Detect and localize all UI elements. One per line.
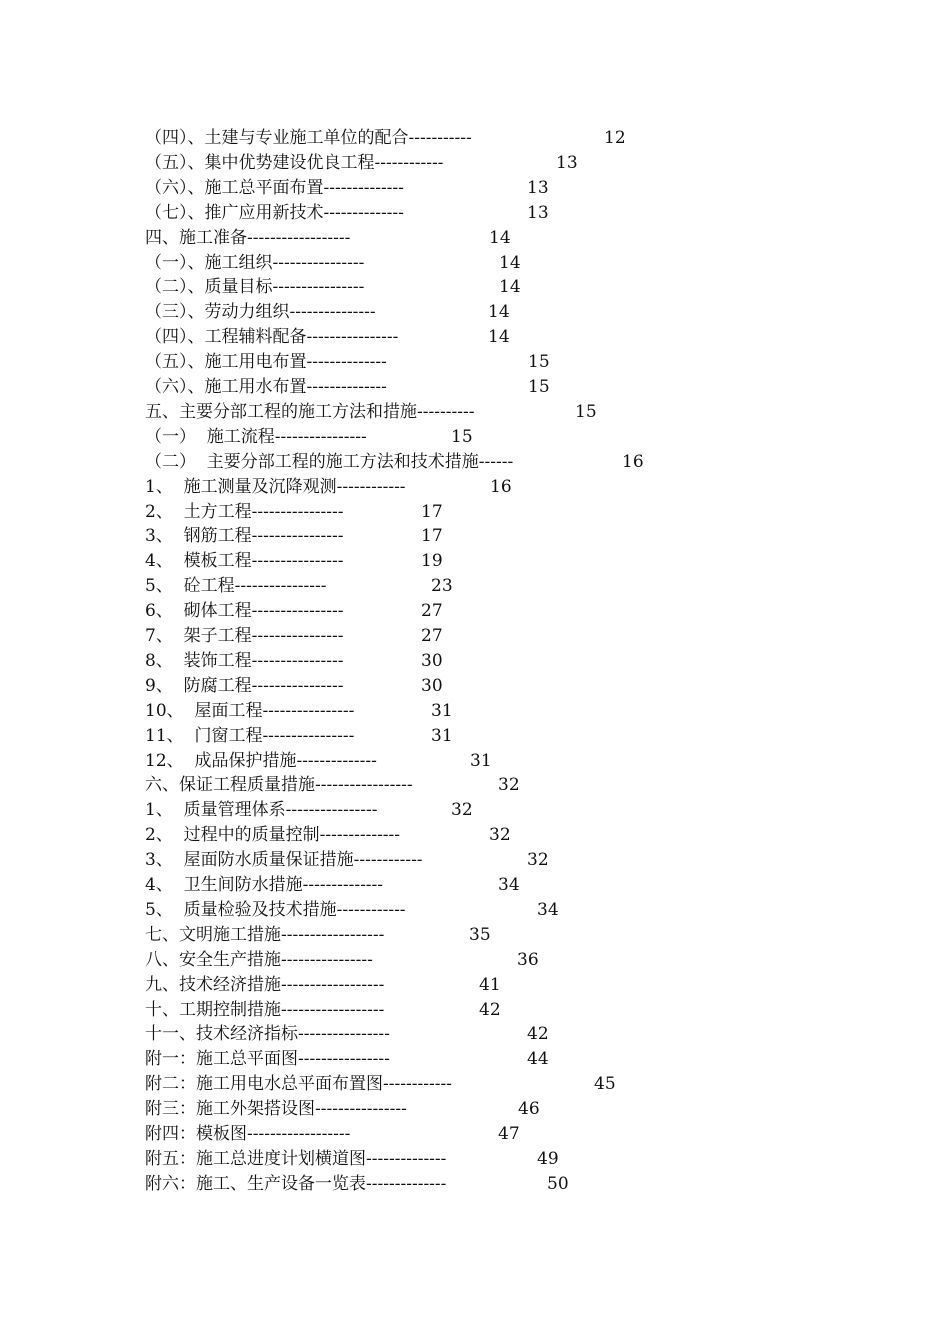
toc-page-number: 41 [479,975,501,995]
toc-entry: （五）、集中优势建设优良工程------------ [145,153,444,173]
toc-page-number: 34 [537,900,559,920]
toc-page-number: 32 [451,800,473,820]
toc-entry: 附三：施工外架搭设图---------------- [145,1099,407,1119]
toc-entry: （一）、施工组织---------------- [145,253,365,273]
toc-page-number: 17 [421,502,443,522]
toc-entry: 1、 质量管理体系---------------- [145,800,378,820]
toc-page-number: 14 [489,228,511,248]
toc-entry: 附一：施工总平面图---------------- [145,1049,390,1069]
toc-entry: 5、 砼工程---------------- [145,576,327,596]
toc-page-number: 44 [527,1049,549,1069]
toc-page-number: 47 [498,1124,520,1144]
toc-page-number: 45 [594,1074,616,1094]
toc-page-number: 31 [470,751,492,771]
toc-entry: （一） 施工流程---------------- [145,427,367,447]
toc-page-number: 19 [421,551,443,571]
toc-page-number: 42 [479,1000,501,1020]
toc-entry: 9、 防腐工程---------------- [145,676,344,696]
toc-page-number: 13 [527,178,549,198]
toc-page-number: 17 [421,526,443,546]
toc-page-number: 31 [431,701,453,721]
toc-entry: 十、工期控制措施------------------ [145,1000,385,1020]
toc-page-number: 32 [498,775,520,795]
toc-page-number: 50 [547,1174,569,1194]
toc-page-number: 15 [528,377,550,397]
toc-entry: 3、 钢筋工程---------------- [145,526,344,546]
toc-entry: 6、 砌体工程---------------- [145,601,344,621]
toc-entry: （二）、质量目标---------------- [145,277,365,297]
toc-entry: 4、 模板工程---------------- [145,551,344,571]
toc-entry: 附六：施工、生产设备一览表-------------- [145,1174,447,1194]
toc-page-number: 36 [517,950,539,970]
toc-page-number: 16 [622,452,644,472]
toc-page-number: 49 [537,1149,559,1169]
toc-page-number: 13 [556,153,578,173]
toc-page-number: 42 [527,1024,549,1044]
toc-page-number: 27 [421,626,443,646]
toc-page-number: 34 [498,875,520,895]
toc-entry: 7、 架子工程---------------- [145,626,344,646]
toc-page-number: 14 [499,253,521,273]
toc-page-number: 35 [469,925,491,945]
toc-entry: 附五：施工总进度计划横道图-------------- [145,1149,447,1169]
toc-entry: 八、安全生产措施---------------- [145,950,373,970]
toc-page-number: 14 [499,277,521,297]
toc-page-number: 16 [490,477,512,497]
toc-page-number: 30 [421,651,443,671]
toc-entry: （四）、土建与专业施工单位的配合----------- [145,128,472,148]
toc-entry: 12、 成品保护措施-------------- [145,751,377,771]
toc-entry: 附四：模板图------------------ [145,1124,351,1144]
toc-entry: （七）、推广应用新技术-------------- [145,203,404,223]
toc-entry: （五）、施工用电布置-------------- [145,352,387,372]
toc-page-number: 13 [527,203,549,223]
toc-entry: 十一、技术经济指标---------------- [145,1024,390,1044]
toc-page-number: 27 [421,601,443,621]
toc-entry: 4、 卫生间防水措施-------------- [145,875,384,895]
toc-entry: 四、施工准备------------------ [145,228,351,248]
toc-page-number: 32 [527,850,549,870]
toc-entry: 10、 屋面工程---------------- [145,701,355,721]
toc-page-number: 15 [451,427,473,447]
toc-entry: （四）、工程辅料配备---------------- [145,327,399,347]
toc-page-number: 14 [488,302,510,322]
toc-page-number: 30 [421,676,443,696]
toc-entry: 五、主要分部工程的施工方法和措施---------- [145,402,475,422]
toc-page-number: 46 [518,1099,540,1119]
toc-entry: 九、技术经济措施------------------ [145,975,385,995]
toc-page-number: 12 [604,128,626,148]
toc-entry: 七、文明施工措施------------------ [145,925,385,945]
toc-entry: 2、 土方工程---------------- [145,502,344,522]
toc-page-number: 32 [489,825,511,845]
toc-page-number: 15 [528,352,550,372]
toc-entry: 11、 门窗工程---------------- [145,726,355,746]
toc-entry: 3、 屋面防水质量保证措施------------ [145,850,423,870]
toc-page-number: 15 [575,402,597,422]
toc-entry: 5、 质量检验及技术措施------------ [145,900,406,920]
toc-page-number: 23 [431,576,453,596]
toc-entry: （二） 主要分部工程的施工方法和技术措施------ [145,452,514,472]
toc-page-number: 14 [488,327,510,347]
toc-entry: （六）、施工用水布置-------------- [145,377,387,397]
toc-entry: 8、 装饰工程---------------- [145,651,344,671]
toc-entry: 附二：施工用电水总平面布置图------------ [145,1074,452,1094]
toc-entry: 1、 施工测量及沉降观测------------ [145,477,406,497]
toc-entry: 2、 过程中的质量控制-------------- [145,825,401,845]
toc-page-number: 31 [431,726,453,746]
toc-entry: （六）、施工总平面布置-------------- [145,178,404,198]
toc-entry: 六、保证工程质量措施----------------- [145,775,413,795]
toc-entry: （三）、劳动力组织--------------- [145,302,376,322]
